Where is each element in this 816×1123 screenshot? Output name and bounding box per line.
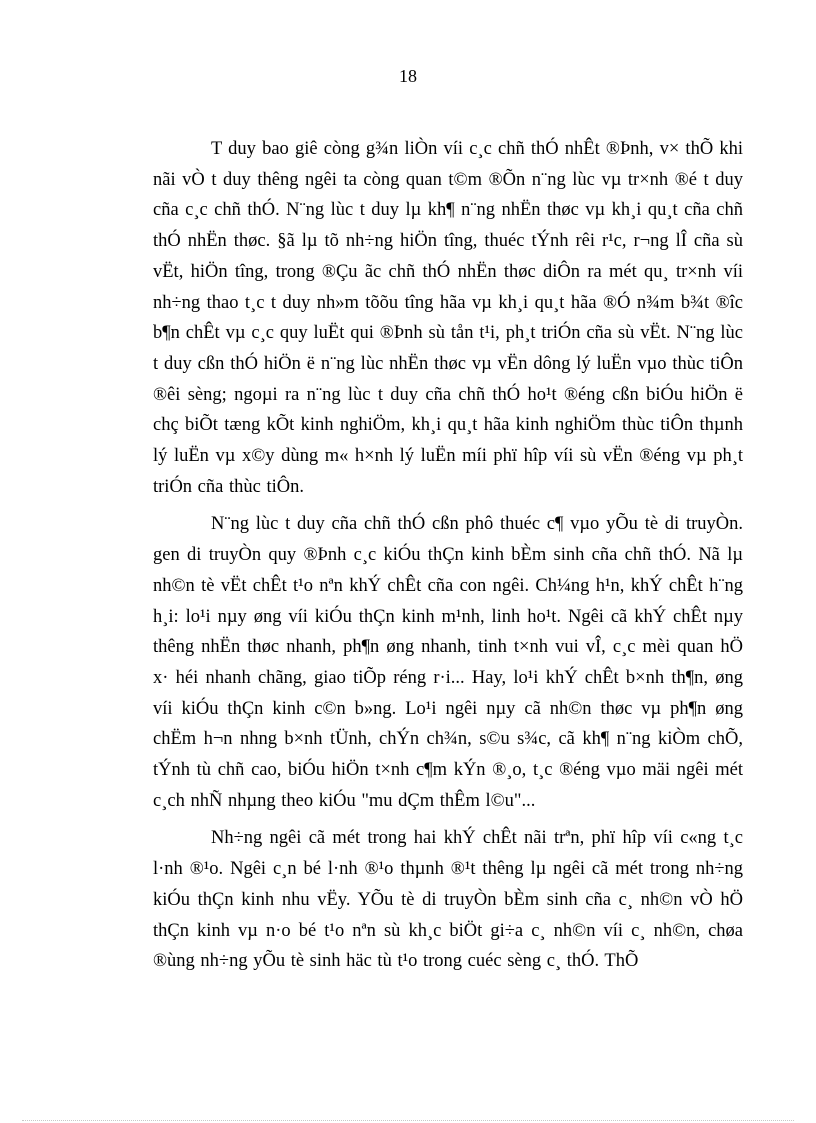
body-text xyxy=(153,134,743,984)
page-number: 18 xyxy=(399,66,417,86)
paragraph: T duy bao giê còng g¾n liÒn víi c¸c chñ thÓ nhÊt ®Þnh, v× thÕ khi nãi vÒ t duy thêng ngêi ta còng quan t©m ®Õn n¨ng lùc vµ tr×nh ®é t duy cña c¸c chñ thÓ. N¨ng lùc t duy lµ kh¶ n¨ng nhËn thøc vµ kh¸i qu¸t cña chñ thÓ nhËn thøc. §ã lµ tõ nh÷ng hiÖn tîng, thuéc tÝnh rêi r¹c, r¬ng lÎ cña sù vËt, hiÖn tîng, trong ®Çu ãc chñ thÓ nhËn thøc diÔn ra mét qu¸ tr×nh víi nh÷ng thao t¸c t duy nh»m tõõu tîng hãa vµ kh¸i qu¸t hãa ®Ó n¾m b¾t ®îc b¶n chÊt vµ c¸c quy luËt qui ®Þnh sù tån t¹i, ph¸t triÓn cña sù vËt. N¨ng lùc t duy cßn thÓ hiÖn ë n¨ng lùc nhËn thøc vµ vËn dông lý luËn vµo thùc tiÔn ®êi sèng; ngoµi ra n¨ng lùc t duy cña chñ thÓ ho¹t ®éng cßn biÓu hiÖn ë chç biÕt tæng kÕt kinh nghiÖm, kh¸i qu¸t hãa kinh nghiÖm thùc tiÔn thµnh lý luËn vµ x©y dùng m« h×nh lý luËn míi phï hîp víi sù vËn ®éng vµ ph¸t triÓn cña thùc tiÔn. xyxy=(153,139,743,497)
paragraph: Nh÷ng ngêi cã mét trong hai khÝ chÊt nãi trªn, phï hîp víi c«ng t¸c l·nh ®¹o. Ngêi c¸n bé l·nh ®¹o thµnh ®¹t thêng lµ ngêi cã mét trong nh÷ng kiÓu thÇn kinh nhu vËy. YÕu tè di truyÒn bÈm sinh cña c¸ nh©n vÒ hÖ thÇn kinh vµ n·o bé t¹o nªn sù kh¸c biÖt gi÷a c¸ nh©n víi c¸ nh©n, chøa ®ùng nh÷ng yÕu tè sinh häc tù t¹o trong cuéc sèng c¸ thÓ. ThÕ xyxy=(153,828,743,972)
paragraph: N¨ng lùc t duy cña chñ thÓ cßn phô thuéc c¶ vµo yÕu tè di truyÒn. gen di truyÒn quy ®Þnh c¸c kiÓu thÇn kinh bÈm sinh cña chñ thÓ. Nã lµ nh©n tè vËt chÊt t¹o nªn khÝ chÊt cña con ngêi. Ch¼ng h¹n, khÝ chÊt h¨ng h¸i: lo¹i nµy øng víi kiÓu thÇn kinh m¹nh, linh ho¹t. Ngêi cã khÝ chÊt nµy thêng nhËn thøc nhanh, ph¶n øng nhanh, tinh t×nh vui vÎ, c¸c mèi quan hÖ x· héi nhanh chãng, giao tiÕp réng r·i... Hay, lo¹i khÝ chÊt b×nh th¶n, øng víi kiÓu thÇn kinh c©n b»ng. Lo¹i ngêi nµy cã nh©n thøc vµ ph¶n øng chËm h¬n nhng b×nh tÜnh, chÝn ch¾n, s©u s¾c, cã kh¶ n¨ng kiÒm chÕ, tÝnh tù chñ cao, biÓu hiÖn t×nh c¶m kÝn ®¸o, t¸c ®éng vµo mäi ngêi mét c¸ch nhÑ nhµng theo kiÓu "mu dÇm thÊm l©u"... xyxy=(153,514,743,811)
page-bottom-divider xyxy=(22,1120,794,1121)
